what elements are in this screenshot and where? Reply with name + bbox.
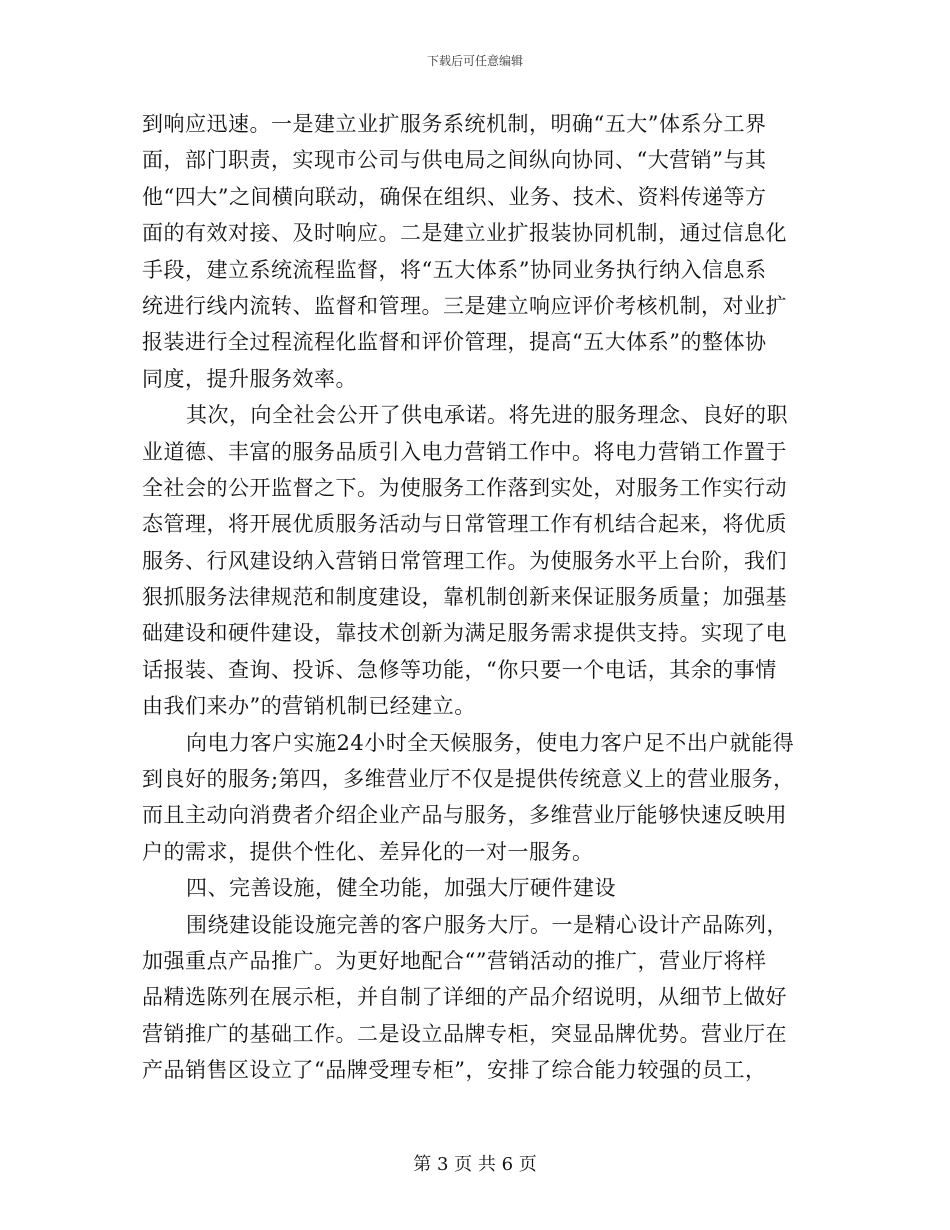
text-line: 加强重点产品推广。为更好地配合“”营销活动的推广，营业厅将样 bbox=[142, 948, 767, 973]
text-line: 狠抓服务法律规范和制度建设，靠机制创新来保证服务质量；加强基 bbox=[142, 585, 787, 610]
paragraph-start-line: 其次，向全社会公开了供电承诺。将先进的服务理念、良好的职 bbox=[186, 403, 788, 428]
paragraph-start-line: 向电力客户实施24小时全天候服务，使电力客户足不出户就能得 bbox=[186, 730, 795, 755]
text-line: 统进行线内流转、监督和管理。三是建立响应评价考核机制，对业扩 bbox=[142, 293, 787, 318]
page-number-footer: 第 3 页 共 6 页 bbox=[413, 1154, 537, 1175]
document-body bbox=[142, 106, 810, 1089]
text-line: 态管理，将开展优质服务活动与日常管理工作有机结合起来，将优质 bbox=[142, 512, 787, 537]
text-line: 由我们来办”的营销机制已经建立。 bbox=[142, 694, 476, 719]
text-line: 面的有效对接、及时响应。二是建立业扩报装协同机制，通过信息化 bbox=[142, 221, 787, 246]
text-line: 同度，提升服务效率。 bbox=[142, 366, 357, 391]
text-line: 面，部门职责，实现市公司与供电局之间纵向协同、“大营销”与其 bbox=[142, 148, 767, 173]
text-line: 品精选陈列在展示柜，并自制了详细的产品介绍说明，从细节上做好 bbox=[142, 985, 787, 1010]
text-line: 他“四大”之间横向联动，确保在组织、业务、技术、资料传递等方 bbox=[142, 184, 767, 209]
text-line: 业道德、丰富的服务品质引入电力营销工作中。将电力营销工作置于 bbox=[142, 439, 787, 464]
text-line: 到良好的服务;第四，多维营业厅不仅是提供传统意义上的营业服务， bbox=[142, 767, 795, 792]
section-heading: 四、完善设施，健全功能，加强大厅硬件建设 bbox=[186, 876, 616, 901]
page-header: 下载后可任意编辑 bbox=[426, 54, 523, 68]
paragraph-start-line: 围绕建设能设施完善的客户服务大厅。一是精心设计产品陈列， bbox=[186, 912, 788, 937]
text-line: 全社会的公开监督之下。为使服务工作落到实处，对服务工作实行动 bbox=[142, 475, 787, 500]
text-line: 话报装、查询、投诉、急修等功能，“你只要一个电话，其余的事情 bbox=[142, 657, 777, 682]
text-line: 而且主动向消费者介绍企业产品与服务，多维营业厅能够快速反映用 bbox=[142, 803, 787, 828]
text-line: 础建设和硬件建设，靠技术创新为满足服务需求提供支持。实现了电 bbox=[142, 621, 787, 646]
text-line: 手段，建立系统流程监督，将“五大体系”协同业务执行纳入信息系 bbox=[142, 257, 767, 282]
text-line: 营销推广的基础工作。二是设立品牌专柜，突显品牌优势。营业厅在 bbox=[142, 1021, 787, 1046]
text-line: 户的需求，提供个性化、差异化的一对一服务。 bbox=[142, 839, 594, 864]
text-line: 服务、行风建设纳入营销日常管理工作。为使服务水平上台阶，我们 bbox=[142, 548, 787, 573]
text-line: 报装进行全过程流程化监督和评价管理，提高“五大体系”的整体协 bbox=[142, 330, 767, 355]
text-line: 到响应迅速。一是建立业扩服务系统机制，明确“五大”体系分工界 bbox=[142, 112, 767, 136]
text-line: 产品销售区设立了“品牌受理专柜”，安排了综合能力较强的员工， bbox=[142, 1058, 767, 1083]
